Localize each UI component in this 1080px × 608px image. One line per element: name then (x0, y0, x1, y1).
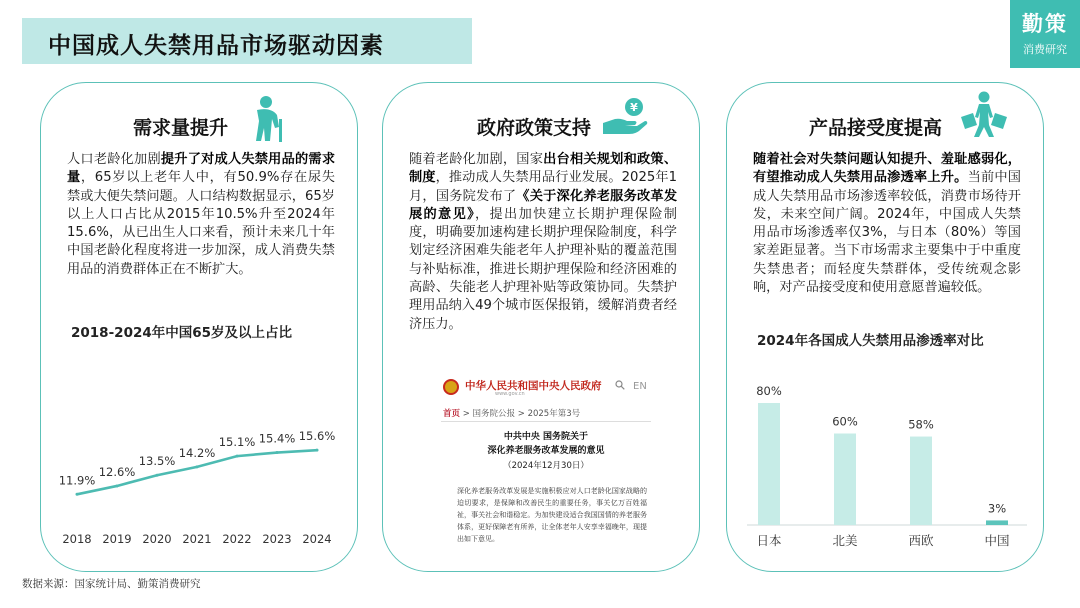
brand-logo (1010, 0, 1080, 68)
data-point (156, 474, 159, 477)
body-text: 人口老龄化加剧 (67, 152, 161, 167)
data-label: 13.5% (138, 454, 176, 469)
doc-title-line2: 深化养老服务改革发展的意见 (487, 446, 605, 456)
bar (758, 403, 780, 525)
bar-chart (741, 355, 1031, 555)
policy-card (382, 82, 700, 572)
chart-title: 2024年各国成人失禁用品渗透率对比 (757, 333, 984, 349)
x-tick-label: 2020 (142, 532, 172, 546)
shopping-person-icon (959, 91, 1009, 139)
bar (910, 437, 932, 525)
line-chart (55, 355, 345, 555)
card-body (409, 151, 677, 334)
data-label: 11.9% (58, 473, 96, 488)
x-tick-label: 2019 (102, 532, 132, 546)
page-title: 中国成人失禁用品市场驱动因素 (48, 33, 384, 59)
brand-tagline: 消费研究 (1023, 43, 1067, 56)
x-tick-label: 2021 (182, 532, 212, 546)
emphasis-text: 出台相关规划和政策、制度 (409, 152, 678, 186)
data-label: 14.2% (178, 445, 216, 460)
data-point (316, 449, 319, 452)
body-text: ，推动成人失禁用品行业发展。2025年1月，国务院发布了 (409, 170, 678, 204)
data-point (276, 451, 279, 454)
data-label: 58% (908, 417, 934, 432)
brand-name: 勤策 (1022, 12, 1068, 36)
x-tick-label: 2018 (62, 532, 92, 546)
data-point (196, 465, 199, 468)
search-icon[interactable] (615, 380, 625, 390)
category-label: 中国 (984, 533, 1010, 548)
body-text: ，提出加快建立长期护理保险制度，明确要加速构建长期护理保险制度，科学划定经济困难失能老年人护理补贴的覆盖范围与补贴标准，推进长期护理保险和经济困难的高龄、失能老人护理补贴等政策协同。失禁护理用品纳入49个城市医保报销，缓解消费者经济压力。 (409, 206, 677, 332)
emphasis-text: 提升了对成人失禁用品的需求量 (67, 152, 336, 186)
bar (834, 434, 856, 526)
title-bar (22, 18, 472, 64)
doc-date: （2024年12月30日） (503, 461, 589, 471)
data-label: 60% (832, 414, 858, 429)
language-toggle[interactable]: EN (633, 381, 647, 392)
x-tick-label: 2024 (302, 532, 332, 546)
data-point (116, 484, 119, 487)
card-title: 需求量提升 (133, 117, 229, 139)
data-point (236, 455, 239, 458)
data-label: 3% (987, 501, 1007, 516)
data-source: 数据来源：国家统计局、勤策消费研究 (22, 578, 201, 590)
body-text: ，65岁以上老年人中，有50.9%存在尿失禁或大便失禁问题。人口结构数据显示，65岁以上人口占比从2015年10.5%升至2024年15.6%，从已出生人口来看，预计未来几十年中国老龄化程度将进一步加深，成人消费失禁用品的消费群体正在不断扩大。 (67, 170, 335, 277)
card-body (753, 151, 1021, 297)
bar (986, 520, 1008, 525)
body-text: 随着老龄化加剧，国家 (409, 152, 544, 167)
card-title: 政府政策支持 (477, 117, 592, 139)
data-label: 15.1% (218, 435, 256, 450)
card-title: 产品接受度提高 (809, 117, 943, 139)
data-point (76, 493, 79, 496)
doc-paragraph: 深化养老服务改革发展是实施积极应对人口老龄化国家战略的迫切要求，是保障和改善民生的重要任务，事关亿万百姓福祉，事关社会和谐稳定。为加快建设适合我国国情的养老服务体系，更好保障老有所养，让全体老年人安享幸福晚年，现提出如下意见。 (457, 487, 647, 543)
gov-site-header (443, 377, 657, 399)
yuan-hand-icon (601, 97, 649, 137)
gov-site-url: www.gov.cn (495, 391, 525, 397)
data-label: 15.6% (298, 429, 336, 444)
breadcrumb (443, 407, 580, 419)
category-label: 西欧 (908, 533, 934, 548)
x-tick-label: 2023 (262, 532, 292, 546)
x-tick-label: 2022 (222, 532, 252, 546)
breadcrumb-home[interactable]: 首页 (443, 409, 461, 419)
category-label: 北美 (832, 533, 858, 548)
emphasis-text: 随着社会对失禁问题认知提升、羞耻感弱化，有望推动成人失禁用品渗透率上升。 (753, 152, 1021, 186)
category-label: 日本 (756, 533, 782, 548)
data-label: 15.4% (258, 431, 296, 446)
gov-document-screenshot (435, 373, 657, 565)
elderly-person-icon (249, 95, 289, 143)
svg-text:¥: ¥ (630, 101, 638, 114)
breadcrumb-path: > 国务院公报 > 2025年第3号 (460, 409, 581, 419)
emphasis-text: 《关于深化养老服务改革发展的意见》 (409, 188, 678, 222)
acceptance-card (726, 82, 1044, 572)
demand-card (40, 82, 358, 572)
national-emblem-icon (443, 379, 459, 395)
body-text: 当前中国成人失禁用品市场渗透率较低，消费市场待开发，未来空间广阔。2024年，中国成人失禁用品市场渗透率仅3%，与日本（80%）等国家差距显著。当下市场需求主要集中于中重度失禁患者；而轻度失禁群体，受传统观念影响，对产品接受度和使用意愿普遍较低。 (753, 170, 1021, 296)
divider (441, 421, 651, 422)
doc-title-line1: 中共中央 国务院关于 (503, 432, 589, 442)
gov-site-name: 中华人民共和国中央人民政府 (465, 380, 602, 392)
card-body (67, 151, 335, 279)
data-label: 80% (756, 384, 782, 398)
chart-title: 2018-2024年中国65岁及以上占比 (71, 325, 293, 341)
data-label: 12.6% (98, 464, 136, 479)
